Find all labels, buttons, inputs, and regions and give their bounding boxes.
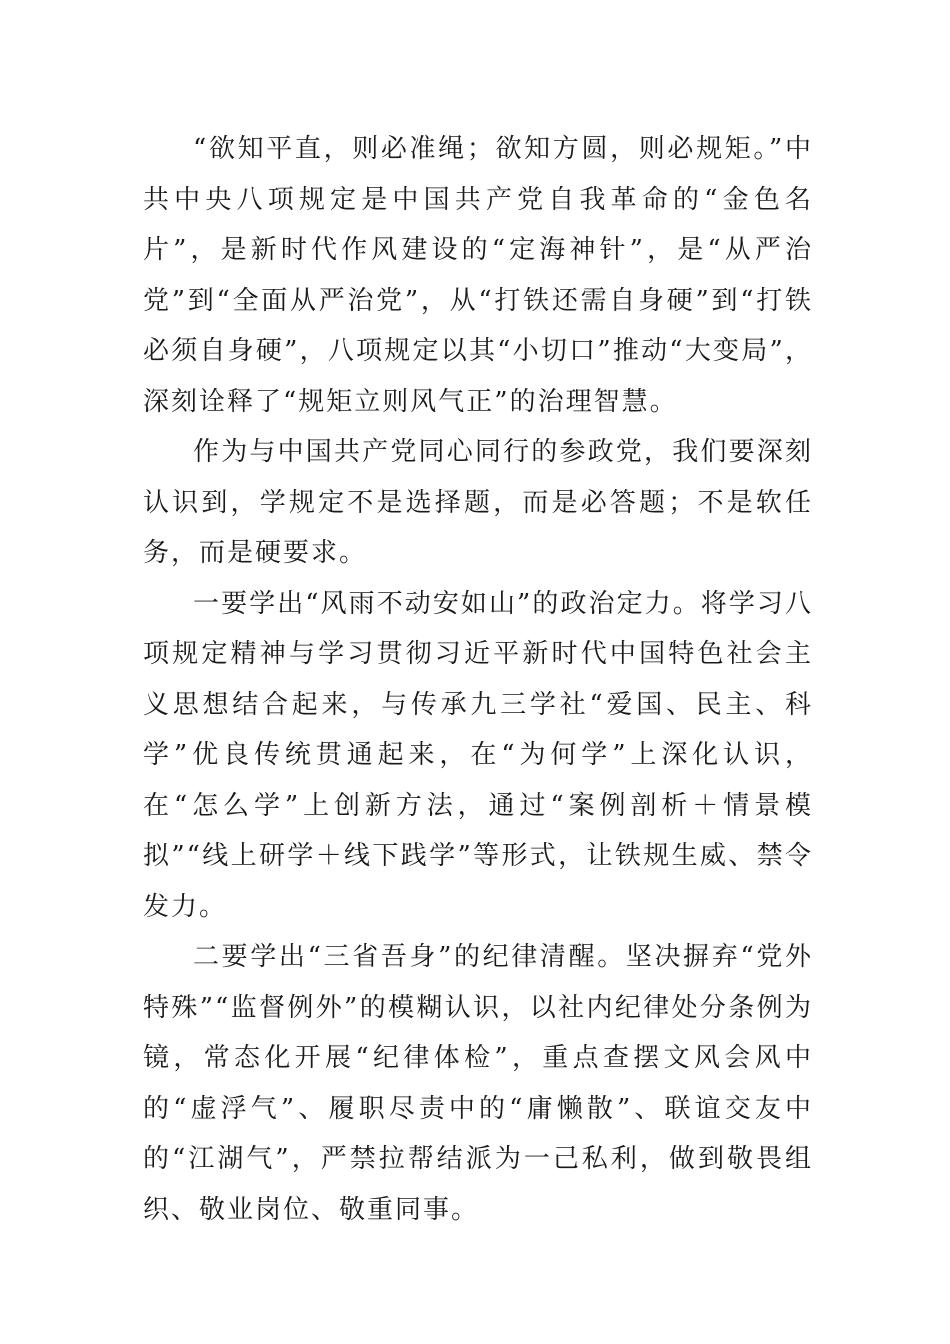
paragraph-understanding: 作为与中国共产党同心同行的参政党，我们要深刻认识到，学规定不是选择题，而是必答题；不是软任务，而是硬要求。 xyxy=(143,437,813,568)
document-body xyxy=(143,124,813,1235)
paragraph-point-one: 一要学出“风雨不动安如山”的政治定力。将学习八项规定精神与学习贯彻习近平新时代中国特色社会主义思想结合起来，与传承九三学社“爱国、民主、科学”优良传统贯通起来，在“为何学”上深化认识，在“怎么学”上创新方法，通过“案例剖析＋情景模拟”“线上研学＋线下践学”等形式，让铁规生威、禁令发力。 xyxy=(143,588,813,922)
paragraph-intro: “欲知平直，则必准绳；欲知方圆，则必规矩。”中共中央八项规定是中国共产党自我革命的“金色名片”，是新时代作风建设的“定海神针”，是“从严治党”到“全面从严治党”，从“打铁还需自身硬”到“打铁必须自身硬”，八项规定以其“小切口”推动“大变局”，深刻诠释了“规矩立则风气正”的治理智慧。 xyxy=(143,134,813,417)
paragraph-point-two: 二要学出“三省吾身”的纪律清醒。坚决摒弃“党外特殊”“监督例外”的模糊认识，以社内纪律处分条例为镜，常态化开展“纪律体检”，重点查摆文风会风中的“虚浮气”、履职尽责中的“庸懒散”、联谊交友中的“江湖气”，严禁拉帮结派为一己私利，做到敬畏组织、敬业岗位、敬重同事。 xyxy=(143,942,813,1225)
